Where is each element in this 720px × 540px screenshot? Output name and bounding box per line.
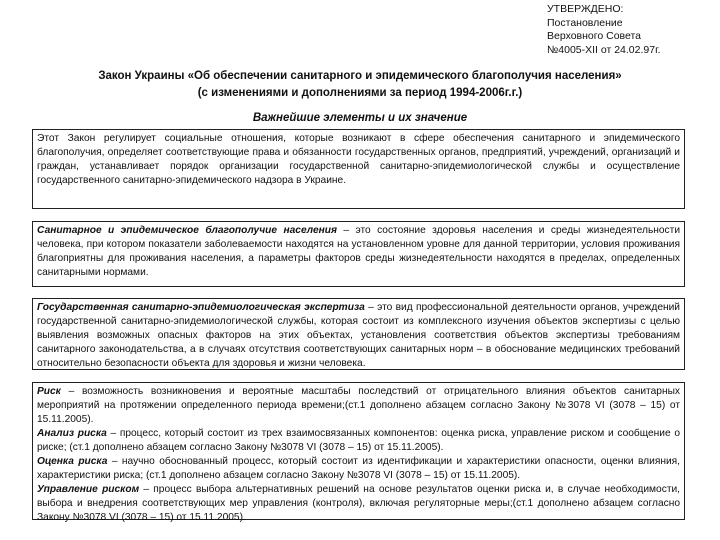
approval-council: Верховного Совета <box>547 30 642 42</box>
law-title-main: Закон Украины «Об обеспечении санитарного и эпидемического благополучия населения» <box>98 70 622 82</box>
section-title: Важнейшие элементы и их значение <box>252 112 468 124</box>
approval-stamp <box>547 3 717 57</box>
wellbeing-definition <box>37 224 680 280</box>
law-scope-text: Этот Закон регулирует социальные отношения, которые возникают в сфере обеспечения санитарного и эпидемического благополучия, определяет соответствующие права и обязанности государственных органов, предприятий, учреждений, организаций и граждан, устанавливает порядок организации государственной санитарно-эпидемиологической службы и осуществление государственного санитарно-эпидемического надзора в Украине. <box>37 133 680 186</box>
approval-number-date: №4005-XII от 24.02.97г. <box>547 43 661 56</box>
law-scope-box <box>32 129 685 209</box>
wellbeing-term: Санитарное и эпидемическое благополучие населения <box>37 225 337 236</box>
risk-management-definition <box>37 483 680 525</box>
expertise-definition-box <box>32 298 685 370</box>
wellbeing-text: – это состояние здоровья населения и среды жизнедеятельности человека, при котором показатели заболеваемости находятся на установленном уровне для данной территории, условия проживания благоприятны для проживания населения, а параметры факторов среды жизнедеятельности находятся в пределах, определенных санитарными нормами. <box>37 225 681 278</box>
law-title <box>0 68 720 102</box>
risk-assessment-text: – научно обоснованный процесс, который состоит из идентификации и характеристики опасности, оценки влияния, характеристики риска; (ст.1 дополнено абзацем согласно Закону №3078 VI (3078 – 15) от 15.11.2005). <box>37 456 680 481</box>
expertise-definition <box>37 301 680 371</box>
law-title-amendments: (с изменениями и дополнениями за период 1994-2006г.г.) <box>197 87 523 99</box>
approval-heading: УТВЕРЖДЕНО: <box>547 3 624 15</box>
risk-assessment-term: Оценка риска <box>37 456 108 467</box>
risk-analysis-term: Анализ риска <box>37 428 107 439</box>
risk-text: – возможность возникновения и вероятные масштабы последствий от отрицательного влияния объектов санитарных мероприятий на протяжении определенного периода времени;(ст.1 дополнено абзацем согласно Закону №3078 VI (3078 – 15) от 15.11.2005). <box>37 386 680 425</box>
risk-analysis-definition <box>37 427 680 455</box>
risk-term: Риск <box>37 386 61 397</box>
risk-management-term: Управление риском <box>37 484 140 495</box>
risk-analysis-text: – процесс, который состоит из трех взаимосвязанных компонентов: оценка риска, управление риском и сообщение о риске; (ст.1 дополнено абзацем согласно Закону №3078 VI (3078 – 15) от 15.11.2005). <box>37 428 680 453</box>
risk-definitions-box <box>32 382 685 523</box>
approval-resolution: Постановление <box>547 16 623 29</box>
wellbeing-definition-box <box>32 221 685 287</box>
risk-management-text: – процесс выбора альтернативных решений на основе результатов оценки риска и, в случае необходимости, выбора и внедрения соответствующих мер управления (контроля), включая регуляторные меры;(ст.1 дополнено абзацем согласно Закону №3078 VI (3078 – 15) от 15.11.2005). <box>37 484 681 523</box>
expertise-text: – это вид профессиональной деятельности органов, учреждений государственной санитарно-эпидемиологической службы, которая состоит из комплексного изучения объектов экспертизы с целью выявления возможных опасных факторов на этих объектах, установления соответствия объектов экспертизы требованиям санитарного законодательства, а в случаях отсутствия соответствующих санитарных норм – в обоснование медицинских требований относительно безопасности объекта для здоровья и жизни человека. <box>37 302 680 369</box>
risk-assessment-definition <box>37 455 680 483</box>
expertise-term: Государственная санитарно-эпидемиологическая экспертиза <box>37 302 365 313</box>
risk-definition <box>37 385 680 427</box>
